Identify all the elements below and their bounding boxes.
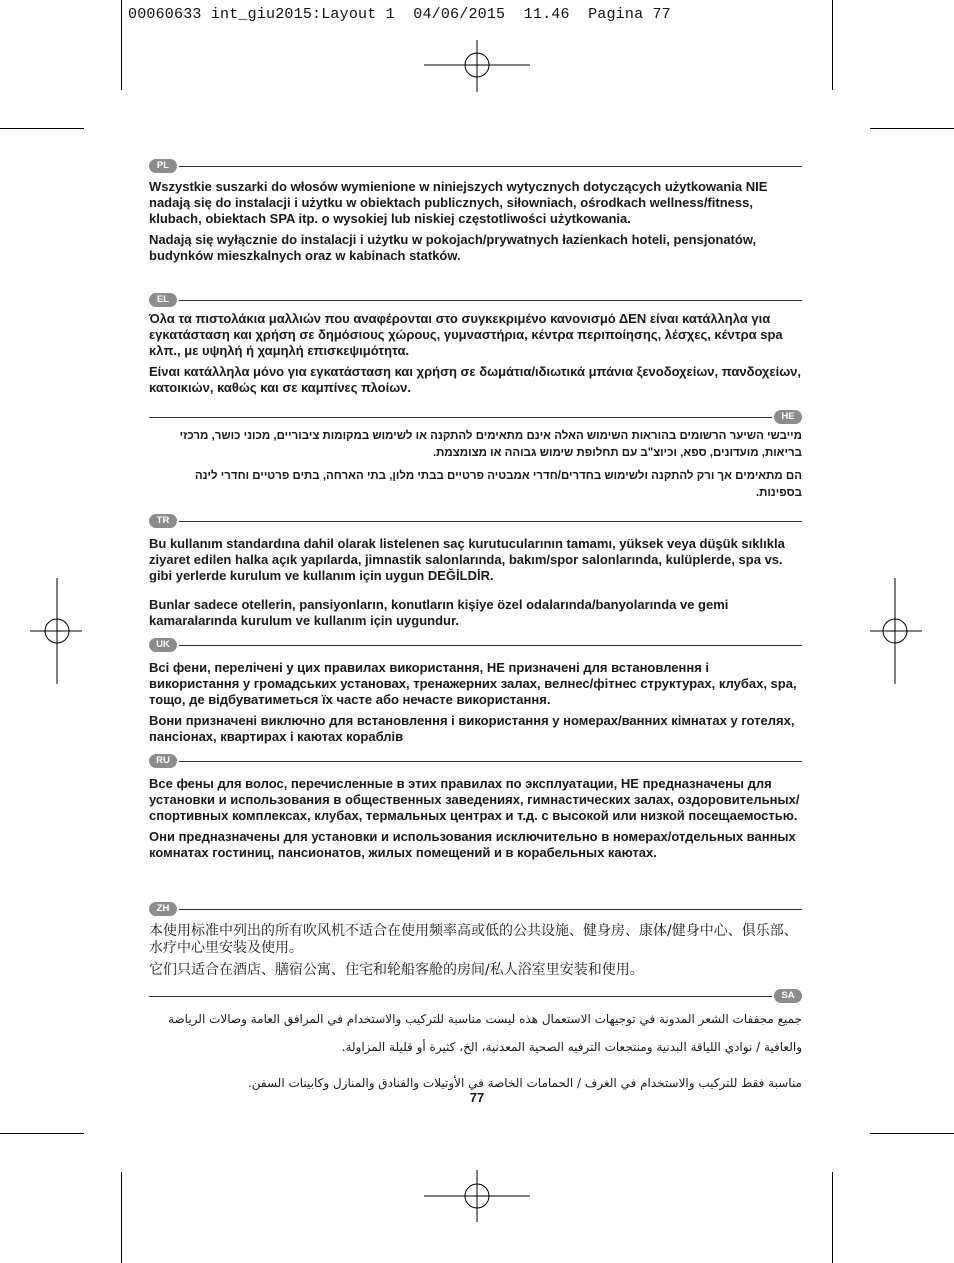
crop-mark-top-left-vertical (121, 0, 122, 90)
divider (179, 300, 802, 301)
paragraph: Всі фени, перелічені у цих правилах використання, НЕ призначені для встановлення і використання у громадських установах, тренажерних залах, велнес/фітнес структурах, клубах, spa, тощо, де відбуватиметься їх часте або нечасте використання. (149, 660, 797, 707)
section-sa (149, 989, 802, 1097)
paragraph: مناسبة فقط للتركيب والاستخدام في الغرف / الحمامات الخاصة في الأوتيلات والفنادق والمنازل وكابينات السفن. (247, 1076, 802, 1090)
crop-mark-top-right-horizontal (870, 128, 954, 129)
paragraph: Они предназначены для установки и использования исключительно в номерах/отдельных ванных комнатах гостиниц, пансионатов, жилых помещений и в корабельных каютах. (149, 829, 796, 861)
paragraph: הם מתאימים אך ורק להתקנה ולשימוש בחדרים/חדרי אמבטיה פרטיים בבתי מלון, בתי הארחה, בתים פרטיים וחדרי לינה בספינות. (194, 470, 802, 499)
registration-mark-left-icon (30, 578, 82, 684)
section-header (149, 514, 802, 528)
paragraph: Вони призначені виключно для встановлення і використання у номерах/ванних кімнатах у готелях, пансіонах, квартирах і каютах кораблів (149, 713, 795, 745)
section-header (149, 410, 802, 424)
section-tr (149, 514, 802, 629)
language-badge: TR (149, 514, 177, 528)
section-header (149, 293, 802, 307)
section-el (149, 293, 802, 396)
language-badge: RU (149, 754, 177, 768)
divider (149, 417, 772, 418)
paragraph: Все фены для волос, перечисленные в этих правилах по эксплуатации, НЕ предназначены для установки и использования в общественных заведениях, гимнастических залах, оздоровительных/спортивных комплексах, клубах, термальных центрах и т.д. с высокой или низкой посещаемостью. (149, 776, 800, 823)
crop-mark-bottom-left-horizontal (0, 1133, 84, 1134)
print-header: 00060633 int_giu2015:Layout 1 04/06/2015 11.46 Pagina 77 (128, 6, 671, 23)
divider (179, 521, 802, 522)
paragraph: מייבשי השיער הרשומים בהוראות השימוש האלה אינם מתאימים להתקנה או לשימוש במקומות ציבוריים, מכוני כושר, מרכזי בריאות, מועדונים, ספא, וכיוצ"ב עם תחלופת שימוש גבוהה או מצומצמת. (179, 430, 802, 459)
paragraph: Bu kullanım standardına dahil olarak listelenen saç kurutucularının tamamı, yüksek veya düşük sıklıkla ziyaret edilen halka açık yapılarda, jimnastik salonlarında, bakım/spor salonlarında, kulüplerde, spa vs. gibi yerlerde kurulum ve kullanım için uygun DEĞİLDİR. (149, 536, 785, 583)
registration-mark-top-icon (424, 40, 530, 92)
paragraph: Είναι κατάλληλα μόνο για εγκατάσταση και χρήση σε δωμάτια/ιδιωτικά μπάνια ξενοδοχείων, πανδοχείων, κατοικιών, καθώς και σε καμπίνες πλοίων. (149, 364, 802, 396)
language-badge: UK (149, 638, 177, 652)
crop-mark-top-left-horizontal (0, 128, 84, 129)
section-header (149, 159, 802, 173)
registration-mark-right-icon (870, 578, 922, 684)
divider (179, 645, 802, 646)
divider (179, 909, 802, 910)
page-number: 77 (469, 1090, 485, 1105)
section-ru (149, 754, 802, 861)
section-header (149, 638, 802, 652)
section-header (149, 754, 802, 768)
crop-mark-top-right-vertical (832, 0, 833, 90)
paragraph: Wszystkie suszarki do włosów wymienione w niniejszych wytycznych dotyczących użytkowania NIE nadają się do instalacji i użytku w obiektach publicznych, siłowniach, ośrodkach wellness/fitness, klubach, obiektach SPA itp. o wysokiej lub niskiej częstotliwości użytkowania. (149, 179, 768, 226)
paragraph: 本使用标准中列出的所有吹风机不适合在使用频率高或低的公共设施、健身房、康体/健身中心、俱乐部、水疗中心里安装及使用。 (149, 923, 798, 956)
registration-mark-bottom-icon (424, 1170, 530, 1222)
language-badge: HE (774, 410, 802, 424)
section-uk (149, 638, 802, 745)
language-badge: SA (774, 989, 802, 1003)
divider (179, 761, 802, 762)
divider (149, 996, 772, 997)
section-pl (149, 159, 802, 264)
language-badge: ZH (149, 902, 177, 916)
paragraph: جميع مجففات الشعر المدونة في توجيهات الاستعمال هذه ليست مناسبة للتركيب والاستخدام في المرافق العامة وصالات الرياضة والعافية / نوادي اللياقة البدنية ومنتجعات الترفيه الصحية المعدنية، الخ، كثيرة أو قليلة المزاولة. (168, 1012, 802, 1054)
crop-mark-bottom-left-vertical (121, 1172, 122, 1263)
crop-mark-bottom-right-horizontal (870, 1133, 954, 1134)
section-header (149, 902, 802, 916)
section-he (149, 410, 802, 502)
section-zh (149, 902, 802, 979)
paragraph: Όλα τα πιστολάκια μαλλιών που αναφέρονται στο συγκεκριμένο κανονισμό ΔΕΝ είναι κατάλληλα για εγκατάσταση και χρήση σε δημόσιους χώρους, γυμναστήρια, κέντρα περιποίησης, λέσχες, κέντρα spa κλπ., με υψηλή ή χαμηλή επισκεψιμότητα. (149, 311, 783, 358)
section-header (149, 989, 802, 1003)
language-badge: PL (149, 159, 177, 173)
crop-mark-bottom-right-vertical (832, 1172, 833, 1263)
paragraph: 它们只适合在酒店、膳宿公寓、住宅和轮船客舱的房间/私人浴室里安装和使用。 (149, 962, 644, 978)
language-badge: EL (149, 293, 177, 307)
paragraph: Nadają się wyłącznie do instalacji i użytku w pokojach/prywatnych łazienkach hoteli, pensjonatów, budynków mieszkalnych oraz w kabinach statków. (149, 232, 757, 264)
paragraph: Bunlar sadece otellerin, pansiyonların, konutların kişiye özel odalarında/banyolarında ve gemi kamaralarında kurulum ve kullanım için uygundur. (149, 597, 729, 629)
divider (179, 166, 802, 167)
